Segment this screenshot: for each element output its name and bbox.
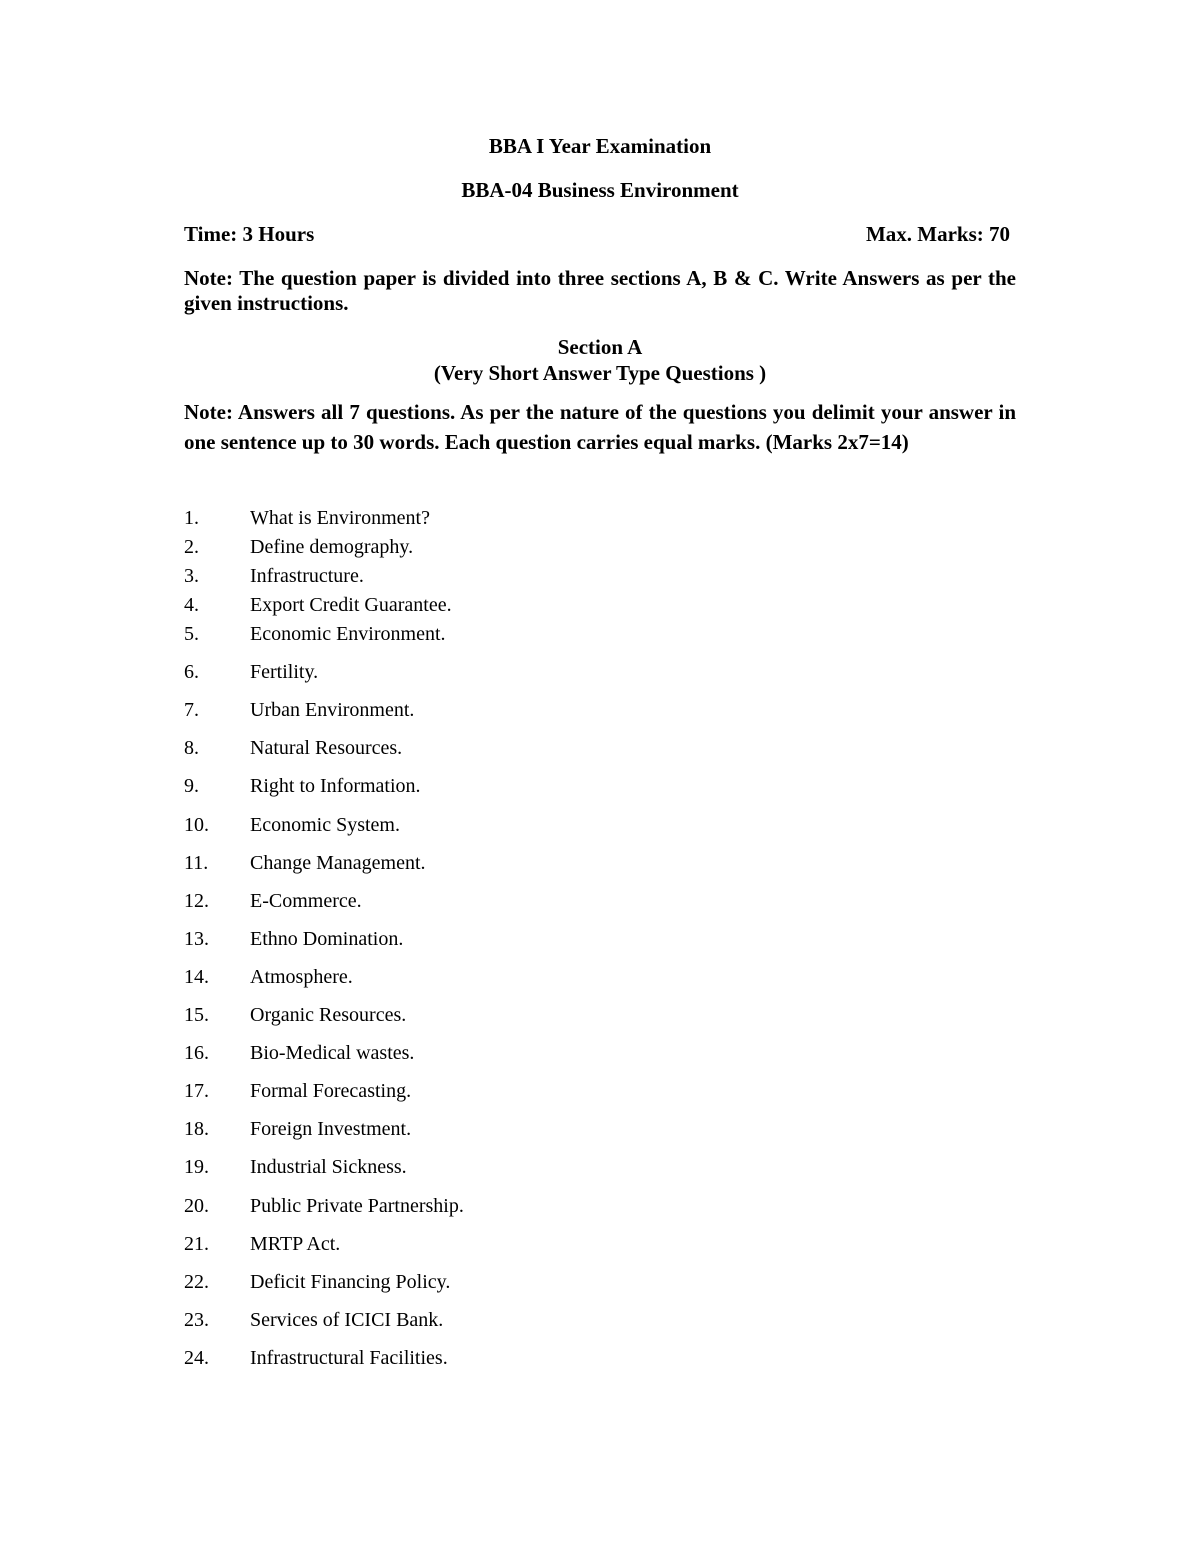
question-item bbox=[184, 697, 984, 723]
question-text: Public Private Partnership. bbox=[250, 1195, 464, 1217]
question-number: 11. bbox=[184, 852, 209, 874]
paper-title: BBA-04 Business Environment bbox=[461, 178, 739, 202]
question-text: Infrastructural Facilities. bbox=[250, 1347, 448, 1369]
question-number: 16. bbox=[184, 1042, 209, 1064]
question-number: 9. bbox=[184, 775, 199, 797]
question-text: Export Credit Guarantee. bbox=[250, 594, 452, 616]
question-text: Formal Forecasting. bbox=[250, 1080, 412, 1102]
question-number: 19. bbox=[184, 1156, 209, 1178]
question-item bbox=[184, 563, 984, 589]
question-text: Infrastructure. bbox=[250, 565, 364, 587]
section-note: Note: Answers all 7 questions. As per the nature of the questions you delimit your answer in one sentence up to 30 words. Each question carries equal marks. (Marks 2x7=14) bbox=[184, 400, 1016, 454]
section-subheading: (Very Short Answer Type Questions ) bbox=[433, 361, 767, 385]
question-text: Ethno Domination. bbox=[250, 928, 404, 950]
question-number: 21. bbox=[184, 1233, 209, 1255]
question-number: 2. bbox=[184, 536, 199, 558]
question-item bbox=[184, 1193, 984, 1219]
question-text: Define demography. bbox=[250, 536, 414, 558]
question-item bbox=[184, 659, 984, 685]
question-number: 5. bbox=[184, 623, 199, 645]
question-number: 10. bbox=[184, 814, 209, 836]
question-number: 18. bbox=[184, 1118, 209, 1140]
question-text: What is Environment? bbox=[250, 507, 430, 529]
question-item bbox=[184, 1154, 984, 1180]
exam-title: BBA I Year Examination bbox=[488, 134, 712, 158]
question-item bbox=[184, 505, 984, 531]
question-item bbox=[184, 621, 984, 647]
question-number: 17. bbox=[184, 1080, 209, 1102]
question-number: 14. bbox=[184, 966, 209, 988]
question-item bbox=[184, 888, 984, 914]
question-text: Fertility. bbox=[250, 661, 319, 683]
question-item bbox=[184, 1231, 984, 1257]
question-text: Deficit Financing Policy. bbox=[250, 1271, 451, 1293]
question-number: 3. bbox=[184, 565, 199, 587]
question-text: Atmosphere. bbox=[250, 966, 353, 988]
question-item bbox=[184, 1307, 984, 1333]
question-item bbox=[184, 773, 984, 799]
question-number: 23. bbox=[184, 1309, 209, 1331]
question-number: 20. bbox=[184, 1195, 209, 1217]
question-text: Bio-Medical wastes. bbox=[250, 1042, 415, 1064]
section-heading: Section A bbox=[557, 335, 643, 359]
question-number: 6. bbox=[184, 661, 199, 683]
question-item bbox=[184, 1078, 984, 1104]
question-number: 22. bbox=[184, 1271, 209, 1293]
max-marks: Max. Marks: 70 bbox=[865, 222, 1010, 246]
question-item bbox=[184, 1002, 984, 1028]
question-number: 8. bbox=[184, 737, 199, 759]
exam-duration: Time: 3 Hours bbox=[184, 222, 315, 246]
question-text: MRTP Act. bbox=[250, 1233, 341, 1255]
question-number: 12. bbox=[184, 890, 209, 912]
question-number: 1. bbox=[184, 507, 199, 529]
question-number: 13. bbox=[184, 928, 209, 950]
question-item bbox=[184, 964, 984, 990]
question-text: Natural Resources. bbox=[250, 737, 403, 759]
question-item bbox=[184, 850, 984, 876]
question-item bbox=[184, 592, 984, 618]
question-item bbox=[184, 1269, 984, 1295]
question-item bbox=[184, 926, 984, 952]
question-text: Change Management. bbox=[250, 852, 426, 874]
question-item bbox=[184, 1116, 984, 1142]
question-item bbox=[184, 812, 984, 838]
question-number: 15. bbox=[184, 1004, 209, 1026]
question-text: Right to Information. bbox=[250, 775, 421, 797]
question-text: Services of ICICI Bank. bbox=[250, 1309, 444, 1331]
question-item bbox=[184, 1040, 984, 1066]
question-item bbox=[184, 534, 984, 560]
question-text: Organic Resources. bbox=[250, 1004, 407, 1026]
question-item bbox=[184, 1345, 984, 1371]
question-number: 4. bbox=[184, 594, 199, 616]
question-text: E-Commerce. bbox=[250, 890, 362, 912]
question-text: Foreign Investment. bbox=[250, 1118, 412, 1140]
question-item bbox=[184, 735, 984, 761]
question-text: Economic System. bbox=[250, 814, 400, 836]
question-text: Industrial Sickness. bbox=[250, 1156, 407, 1178]
question-number: 7. bbox=[184, 699, 199, 721]
general-note: Note: The question paper is divided into three sections A, B & C. Write Answers as per the given instructions. bbox=[184, 266, 1016, 315]
question-text: Urban Environment. bbox=[250, 699, 415, 721]
question-text: Economic Environment. bbox=[250, 623, 446, 645]
question-number: 24. bbox=[184, 1347, 209, 1369]
